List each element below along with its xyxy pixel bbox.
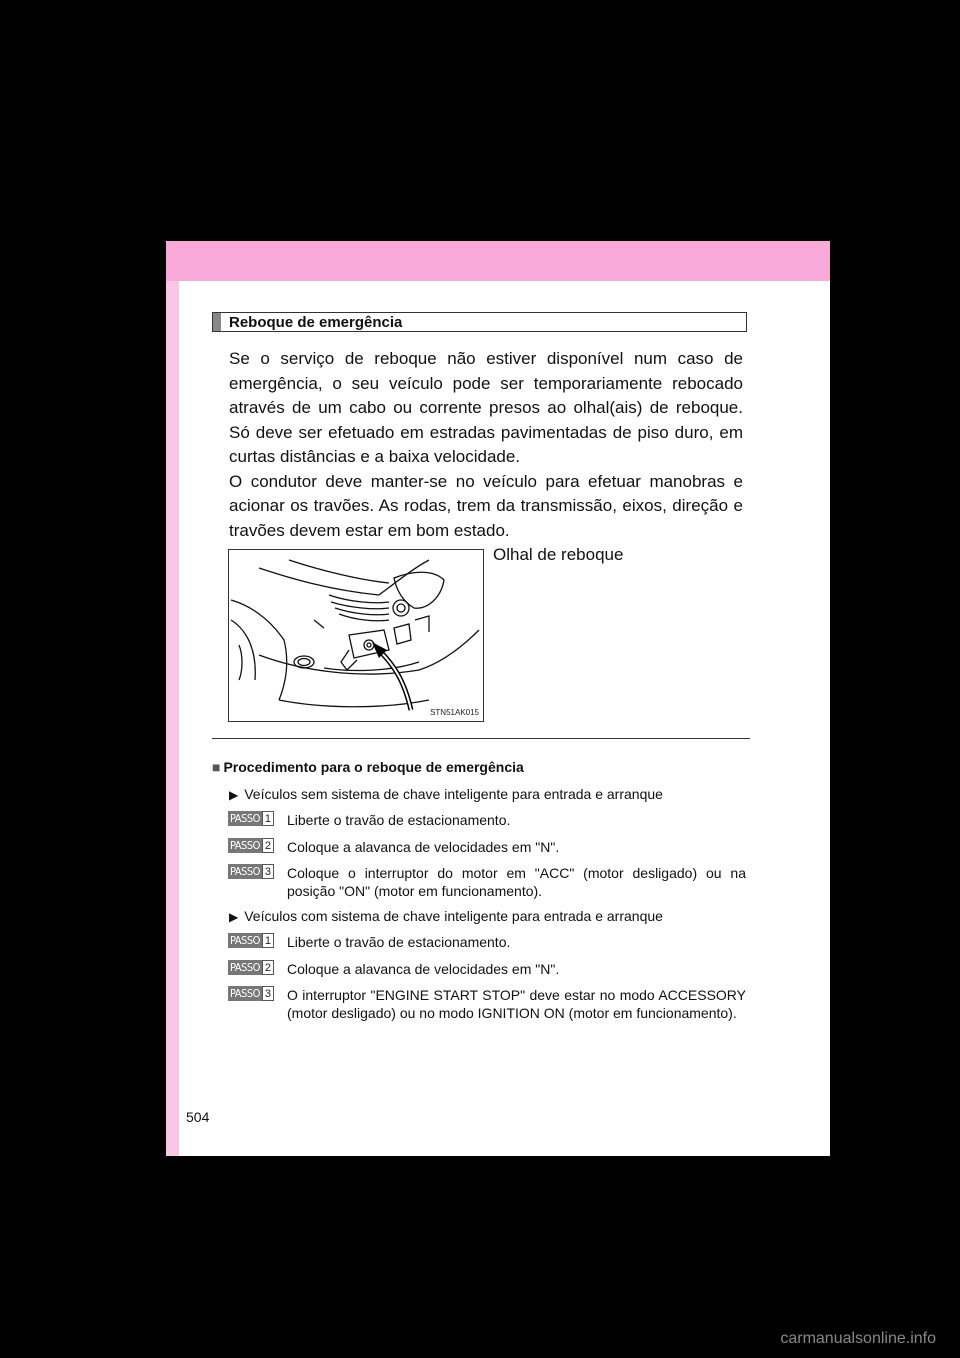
step-badge-number: 2 bbox=[262, 838, 274, 853]
step-a-3 bbox=[228, 864, 746, 900]
variant-heading-a-text: Veículos sem sistema de chave inteligente para entrada e arranque bbox=[244, 786, 663, 802]
section-title-bar bbox=[213, 313, 221, 331]
manual-page bbox=[166, 241, 830, 1156]
section-title bbox=[212, 312, 747, 332]
divider bbox=[212, 738, 750, 739]
step-badge bbox=[228, 960, 278, 975]
step-badge-label: PASSO bbox=[230, 961, 260, 974]
step-badge-label: PASSO bbox=[230, 934, 260, 947]
variant-heading-b-text: Veículos com sistema de chave inteligente para entrada e arranque bbox=[244, 908, 663, 924]
step-badge-number: 2 bbox=[262, 960, 274, 975]
step-badge bbox=[228, 986, 278, 1001]
arrow-right-icon: ▶ bbox=[229, 788, 239, 802]
procedure-title-text: Procedimento para o reboque de emergência bbox=[223, 759, 524, 775]
step-text: Coloque o interruptor do motor em "ACC" (motor desligado) ou na posição "ON" (motor em funcionamento). bbox=[287, 865, 746, 899]
step-badge-number: 1 bbox=[262, 933, 274, 948]
step-text: Liberte o travão de estacionamento. bbox=[287, 812, 511, 828]
side-band bbox=[166, 281, 179, 1156]
procedure-title bbox=[212, 759, 524, 775]
step-badge-label: PASSO bbox=[230, 812, 260, 825]
step-badge-label: PASSO bbox=[230, 865, 260, 878]
step-badge bbox=[228, 838, 278, 853]
step-a-2 bbox=[228, 838, 746, 856]
step-a-1 bbox=[228, 811, 746, 829]
step-badge bbox=[228, 811, 278, 826]
towing-eye-illustration bbox=[228, 549, 484, 722]
section-title-text: Reboque de emergência bbox=[229, 314, 403, 331]
header-band bbox=[166, 241, 830, 281]
step-text: Coloque a alavanca de velocidades em "N". bbox=[287, 839, 560, 855]
step-badge-label: PASSO bbox=[230, 839, 260, 852]
towing-eye-callout: Olhal de reboque bbox=[493, 545, 624, 564]
step-badge-number: 1 bbox=[262, 811, 274, 826]
step-b-1 bbox=[228, 933, 746, 951]
step-badge bbox=[228, 864, 278, 879]
step-badge bbox=[228, 933, 278, 948]
step-text: Coloque a alavanca de velocidades em "N". bbox=[287, 961, 560, 977]
step-b-3 bbox=[228, 986, 746, 1022]
arrow-right-icon: ▶ bbox=[229, 910, 239, 924]
figure-code: STN51AK015 bbox=[430, 708, 479, 717]
watermark[interactable]: carmanualsonline.info bbox=[780, 1330, 936, 1347]
step-badge-label: PASSO bbox=[230, 987, 260, 1000]
variant-heading-b bbox=[229, 908, 663, 924]
step-b-2 bbox=[228, 960, 746, 978]
square-bullet-icon: ■ bbox=[212, 759, 221, 775]
car-front-drawing bbox=[229, 550, 483, 721]
intro-text bbox=[229, 347, 743, 543]
step-badge-number: 3 bbox=[262, 864, 274, 879]
intro-paragraph-2: O condutor deve manter-se no veículo para efetuar manobras e acionar os travões. As rodas, trem da transmissão, eixos, direção e travões devem estar em bom estado. bbox=[229, 471, 743, 540]
intro-paragraph-1: Se o serviço de reboque não estiver disponível num caso de emergência, o seu veículo pode ser temporariamente rebocado através de um cabo ou corrente presos ao olhal(ais) de reboque. Só deve ser efetuado em estradas pavimentadas de piso duro, em curtas distâncias e a baixa velocidade. bbox=[229, 349, 743, 466]
step-badge-number: 3 bbox=[262, 986, 274, 1001]
variant-heading-a bbox=[229, 786, 663, 802]
page-number: 504 bbox=[186, 1109, 210, 1125]
step-text: O interruptor "ENGINE START STOP" deve estar no modo ACCESSORY (motor desligado) ou no modo IGNITION ON (motor em funcionamento). bbox=[287, 987, 746, 1021]
step-text: Liberte o travão de estacionamento. bbox=[287, 934, 511, 950]
